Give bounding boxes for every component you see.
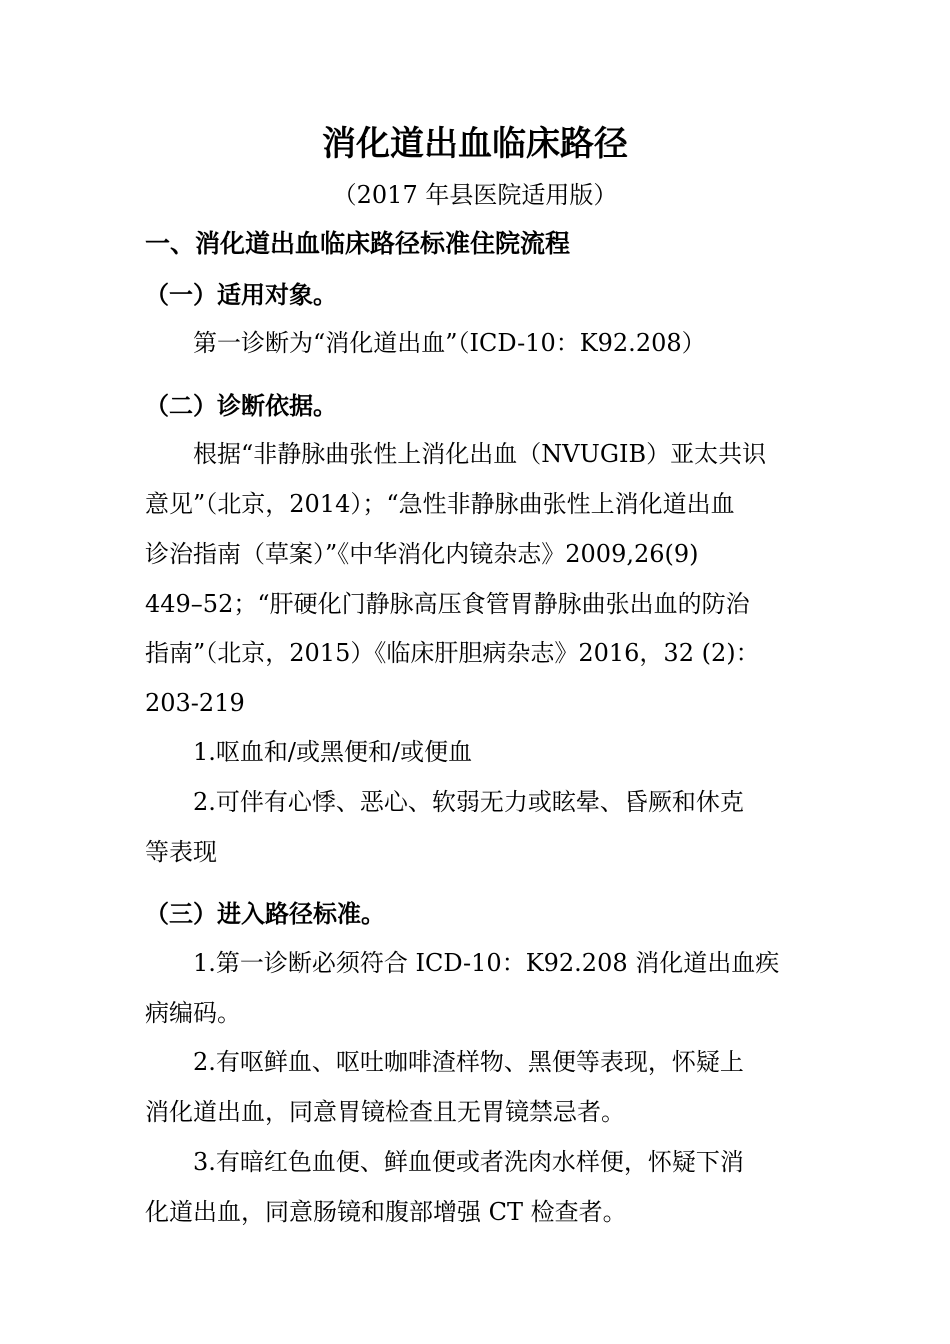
document-title: 消化道出血临床路径 bbox=[322, 124, 628, 164]
basis-line: 根据“非静脉曲张性上消化出血（NVUGIB）亚太共识 bbox=[193, 440, 767, 468]
entry-item-1-cont: 病编码。 bbox=[145, 999, 241, 1027]
diagnosis-item-2: 2.可伴有心悸、恶心、软弱无力或眩晕、昏厥和休克 bbox=[193, 788, 744, 816]
basis-line: 449–52；“肝硬化门静脉高压食管胃静脉曲张出血的防治 bbox=[145, 590, 750, 618]
subsection-heading-scope: （一）适用对象。 bbox=[145, 280, 337, 309]
basis-line: 203-219 bbox=[145, 689, 245, 717]
basis-line: 诊治指南（草案）”《中华消化内镜杂志》2009,26(9) bbox=[145, 540, 699, 568]
basis-line: 指南”（北京，2015）《临床肝胆病杂志》2016，32 (2)： bbox=[145, 639, 760, 667]
document-subtitle: （2017 年县医院适用版） bbox=[332, 181, 618, 209]
entry-item-2-cont: 消化道出血，同意胃镜检查且无胃镜禁忌者。 bbox=[145, 1098, 625, 1126]
entry-item-2: 2.有呕鲜血、呕吐咖啡渣样物、黑便等表现，怀疑上 bbox=[193, 1048, 744, 1076]
diagnosis-item-2-cont: 等表现 bbox=[145, 838, 217, 866]
scope-text: 第一诊断为“消化道出血”（ICD-10：K92.208） bbox=[193, 329, 706, 357]
entry-item-1: 1.第一诊断必须符合 ICD-10：K92.208 消化道出血疾 bbox=[193, 949, 780, 977]
section-heading: 一、消化道出血临床路径标准住院流程 bbox=[145, 229, 571, 258]
subsection-heading-diagnosis: （二）诊断依据。 bbox=[145, 391, 337, 420]
entry-item-3: 3.有暗红色血便、鲜血便或者洗肉水样便，怀疑下消 bbox=[193, 1148, 744, 1176]
diagnosis-item-1: 1.呕血和/或黑便和/或便血 bbox=[193, 738, 473, 766]
subsection-heading-entry: （三）进入路径标准。 bbox=[145, 899, 385, 928]
basis-line: 意见”（北京，2014）；“急性非静脉曲张性上消化道出血 bbox=[145, 490, 735, 518]
entry-item-3-cont: 化道出血，同意肠镜和腹部增强 CT 检查者。 bbox=[145, 1198, 627, 1226]
